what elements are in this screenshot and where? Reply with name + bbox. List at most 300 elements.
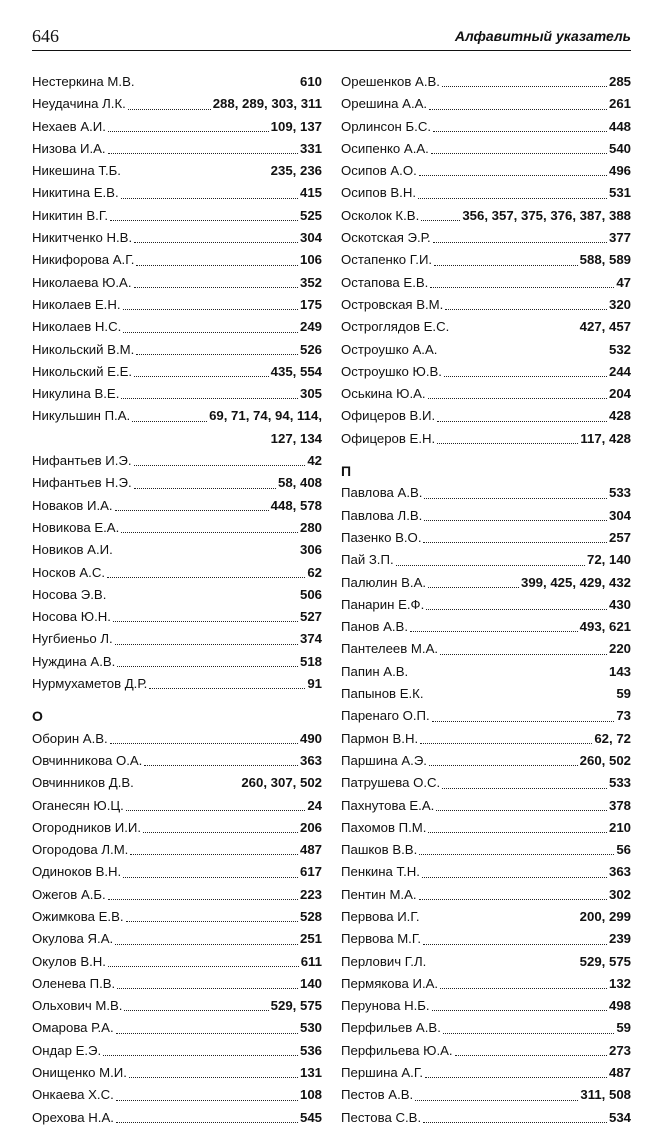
entry-name: Носова Ю.Н. [32,609,111,625]
dot-leader [126,920,298,922]
entry-name: Пестов А.В. [341,1087,414,1103]
entry-name: Нифантьев Н.Э. [32,475,132,491]
entry-name: Никольский Е.Е. [32,363,133,379]
index-entry [32,673,322,695]
index-column-left [32,71,322,1129]
index-entry [341,683,631,705]
dot-leader [117,665,298,667]
dot-leader [430,286,614,288]
index-entry [32,973,322,995]
index-entry [32,160,322,182]
dot-leader [116,1032,298,1034]
entry-pages: 260, 502 [579,752,631,768]
index-entry [341,93,631,115]
section-letter: П [341,463,352,480]
entry-name: Офицеров В.И. [341,408,436,424]
entry-name: Палюлин В.А. [341,574,427,590]
entry-pages: 47 [616,274,631,290]
dot-leader [108,599,298,600]
dot-leader [117,987,298,989]
entry-name: Окулова Я.А. [32,931,114,947]
entry-name: Пазенко В.О. [341,529,422,545]
dot-leader [121,397,298,399]
entry-pages: 235, 236 [270,163,322,179]
entry-name: Орехова Н.А. [32,1109,114,1125]
index-entry [32,728,322,750]
dot-leader [134,241,298,243]
index-entry [32,339,322,361]
entry-pages: 356, 357, 375, 376, 387, 388 [462,207,631,223]
index-entry [32,750,322,772]
entry-name: Одиноков В.Н. [32,864,122,880]
dot-leader [439,354,607,355]
index-entry [32,450,322,472]
dot-leader [426,608,607,610]
entry-pages: 374 [299,631,322,647]
index-entry [32,1107,322,1129]
dot-leader [424,519,607,521]
entry-pages: 220 [608,641,631,657]
index-entry [32,182,322,204]
entry-name: Паренаго О.П. [341,708,430,724]
dot-leader [132,420,207,422]
entry-pages: 108 [299,1087,322,1103]
entry-name: Островская В.М. [341,296,444,312]
dot-leader [433,241,607,243]
entry-name: Нифантьев И.Э. [32,453,132,469]
entry-pages: 304 [299,230,322,246]
index-entry [341,1017,631,1039]
entry-pages: 320 [608,296,631,312]
entry-pages: 588, 589 [579,252,631,268]
index-entry [341,861,631,883]
index-entry [32,884,322,906]
entry-pages: 528 [299,908,322,924]
entry-pages: 352 [299,274,322,290]
index-entry [32,71,322,93]
dot-leader [149,687,305,689]
entry-pages: 175 [299,296,322,312]
entry-name: Пашков В.В. [341,842,418,858]
entry-pages: 493, 621 [579,619,631,635]
index-entry [341,839,631,861]
entry-name: Николаева Ю.А. [32,274,132,290]
entry-name: Осипов В.Н. [341,185,417,201]
entry-name: Оленева П.В. [32,975,116,991]
index-entry [32,584,322,606]
index-entry [32,227,322,249]
entry-pages: 331 [299,140,322,156]
entry-name: Папынов Е.К. [341,686,424,702]
index-entry [341,951,631,973]
dot-leader [143,831,298,833]
entries-group [32,450,322,695]
entry-pages: 305 [299,386,322,402]
dot-leader [107,576,305,578]
entry-name: Пахомов П.М. [341,819,427,835]
entry-name: Ольхович М.В. [32,998,123,1014]
index-entry [32,249,322,271]
index-entry [32,906,322,928]
index-entry [341,616,631,638]
index-entry [32,795,322,817]
dot-leader [116,1099,298,1101]
entry-pages: 143 [608,663,631,679]
index-entry [341,294,631,316]
index-entry [341,750,631,772]
entry-name: Огородова Л.М. [32,842,129,858]
dot-leader [422,921,578,922]
entries-group [32,71,322,428]
index-entry [341,383,631,405]
entry-pages: 260, 307, 502 [241,775,322,791]
entry-name: Никитина Е.В. [32,185,119,201]
entry-pages: 533 [608,485,631,501]
entry-name: Новаков И.А. [32,497,113,513]
index-entry [32,839,322,861]
dot-leader [426,698,615,699]
dot-leader [432,1009,607,1011]
entry-name: Перунова Н.Б. [341,998,430,1014]
index-entry [341,205,631,227]
dot-leader [136,788,240,789]
index-entry [32,772,322,794]
index-entry [32,1040,322,1062]
index-entry [32,405,322,427]
index-entry [32,93,322,115]
dot-leader [428,397,607,399]
dot-leader [115,555,298,556]
entry-pages: 273 [608,1042,631,1058]
entry-name: Пахнутова Е.А. [341,797,435,813]
dot-leader [137,86,298,87]
dot-leader [410,676,607,677]
entry-continuation: 127, 134 [270,430,322,446]
entry-name: Панарин Е.Ф. [341,596,425,612]
dot-leader [124,1009,268,1011]
entry-name: Первова М.Г. [341,931,422,947]
entry-pages: 527 [299,609,322,625]
index-entry [341,928,631,950]
index-entry [341,138,631,160]
entry-pages: 244 [608,363,631,379]
entry-pages: 200, 299 [579,908,631,924]
dot-leader [103,1054,298,1056]
dot-leader [429,764,578,766]
index-entry [341,428,631,450]
dot-leader [110,219,298,221]
entry-name: Панов А.В. [341,619,409,635]
dot-leader [121,197,298,199]
section-letter: О [32,708,43,725]
index-entry [32,817,322,839]
entry-name: Перлович Г.Л. [341,953,427,969]
entry-name: Осколок К.В. [341,207,420,223]
entry-pages: 288, 289, 303, 311 [212,96,322,112]
entry-name: Никульшин П.А. [32,408,131,424]
dot-leader [445,308,607,310]
entry-name: Никешина Т.Б. [32,163,121,179]
entry-name: Павлова Л.В. [341,507,423,523]
entry-pages: 56 [616,842,631,858]
entry-pages: 428 [608,408,631,424]
entry-pages: 506 [299,586,322,602]
index-entry [32,628,322,650]
entry-pages: 91 [307,676,322,692]
entry-name: Пенкина Т.Н. [341,864,420,880]
entry-pages: 106 [299,252,322,268]
entry-name: Остроглядов Е.С. [341,319,450,335]
dot-leader [134,487,276,489]
entry-name: Оскотская Э.Р. [341,230,431,246]
entry-pages: 210 [608,819,631,835]
dot-leader [437,442,578,444]
entry-name: Неудачина Л.К. [32,96,126,112]
entry-pages: 59 [616,686,631,702]
index-entry [341,71,631,93]
index-entry [32,861,322,883]
dot-leader [134,464,306,466]
dot-leader [440,987,607,989]
entry-name: Пентин М.А. [341,886,417,902]
dot-leader [451,332,577,333]
dot-leader [134,286,298,288]
index-entry [341,160,631,182]
entry-name: Перфильев А.В. [341,1020,441,1036]
index-entry [32,361,322,383]
dot-leader [434,264,578,266]
entry-name: Пантелеев М.А. [341,641,439,657]
entry-name: Никитин В.Г. [32,207,109,223]
entry-name: Носков А.С. [32,564,106,580]
dot-leader [422,876,607,878]
entry-name: Нугбиеньо Л. [32,631,113,647]
running-head: Алфавитный указатель [454,28,631,44]
dot-leader [130,853,298,855]
entry-name: Остроушко А.А. [341,341,438,357]
index-entry [32,562,322,584]
entry-pages: 73 [616,708,631,724]
dot-leader [108,965,299,967]
entry-pages: 62 [307,564,322,580]
entries-group [341,482,631,1129]
entry-name: Остапенко Г.И. [341,252,433,268]
entry-name: Пармон В.Н. [341,730,419,746]
dot-leader [123,308,298,310]
dot-leader [115,943,298,945]
index-entry [341,572,631,594]
index-entry [341,705,631,727]
entry-name: Нурмухаметов Д.Р. [32,676,148,692]
index-entry [341,661,631,683]
entry-name: Оборин А.В. [32,730,108,746]
dot-leader [123,175,269,176]
dot-leader [415,1099,578,1101]
entry-name: Пай З.П. [341,552,394,568]
entry-name: Огородников И.И. [32,819,142,835]
entry-pages: 251 [299,931,322,947]
entry-pages: 132 [608,975,631,991]
entry-name: Нехаев А.И. [32,118,106,134]
dot-leader [437,420,607,422]
entry-pages: 487 [608,1065,631,1081]
entry-pages: 239 [608,931,631,947]
index-entry [32,539,322,561]
index-entry [341,638,631,660]
entry-pages: 529, 575 [579,953,631,969]
index-entry [341,795,631,817]
index-entry [32,495,322,517]
dot-leader [428,831,607,833]
dot-leader [440,653,607,655]
entry-pages: 435, 554 [270,363,322,379]
entry-pages: 140 [299,975,322,991]
entry-pages: 306 [299,542,322,558]
entry-pages: 487 [299,842,322,858]
dot-leader [429,108,607,110]
dot-leader [432,720,615,722]
entry-name: Николаев Е.Н. [32,296,121,312]
entry-name: Омарова Р.А. [32,1020,114,1036]
dot-leader [428,966,577,967]
entry-pages: 496 [608,163,631,179]
entry-name: Окулов В.Н. [32,953,106,969]
dot-leader [115,509,269,511]
index-entry [341,182,631,204]
dot-leader [423,943,607,945]
entry-pages: 610 [299,74,322,89]
entry-pages: 280 [299,519,322,535]
page-number: 646 [32,26,59,46]
entry-pages: 427, 457 [579,319,631,335]
index-entry [32,606,322,628]
entry-name: Папин А.В. [341,663,409,679]
entry-pages: 533 [608,775,631,791]
entry-pages: 302 [608,886,631,902]
entry-pages: 62, 72 [594,730,631,746]
index-entry [341,482,631,504]
entry-pages: 518 [299,653,322,669]
entry-name: Ожегов А.Б. [32,886,106,902]
entry-name: Першина А.Г. [341,1065,424,1081]
dot-leader [424,497,607,499]
entry-pages: 204 [608,386,631,402]
dot-leader [123,876,298,878]
entries-group [32,728,322,1129]
entry-name: Онищенко М.И. [32,1065,127,1081]
entry-pages: 261 [608,96,631,112]
index-entry [32,951,322,973]
dot-leader [444,375,607,377]
dot-leader [423,1121,607,1123]
dot-leader [443,1032,614,1034]
dot-leader [115,643,298,645]
index-entry [32,294,322,316]
index-entry [32,651,322,673]
entry-name: Никулина В.Е. [32,386,120,402]
entry-name: Остапова Е.В. [341,274,429,290]
dot-leader [423,541,607,543]
entry-pages: 24 [307,797,322,813]
dot-leader [113,620,298,622]
dot-leader [418,197,607,199]
entry-pages: 363 [299,752,322,768]
entry-pages: 617 [299,864,322,880]
index-entry [32,272,322,294]
index-entry [341,527,631,549]
entry-name: Низова И.А. [32,140,106,156]
dot-leader [116,1121,298,1123]
dot-leader [126,809,306,811]
entry-pages: 530 [299,1020,322,1036]
entry-name: Пестова С.В. [341,1109,422,1125]
entry-name: Орлинсон Б.С. [341,118,432,134]
entry-name: Новикова Е.А. [32,519,120,535]
index-entry [341,772,631,794]
entry-name: Офицеров Е.Н. [341,430,436,446]
index-entry [341,594,631,616]
index-entry [341,227,631,249]
entry-name: Перфильева Ю.А. [341,1042,453,1058]
entry-pages: 529, 575 [270,998,322,1014]
dot-leader [108,130,269,132]
entry-name: Пермякова И.А. [341,975,439,991]
index-entry [32,995,322,1017]
dot-leader [428,586,519,588]
entry-name: Оськина Ю.А. [341,386,426,402]
entry-name: Остроушко Ю.В. [341,363,442,379]
index-entry [32,138,322,160]
dot-leader [419,853,614,855]
entry-name: Николаев Н.С. [32,319,122,335]
dot-leader [108,898,298,900]
dot-leader [110,742,298,744]
entry-name: Патрушева О.С. [341,775,441,791]
index-entry [341,405,631,427]
entry-pages: 534 [608,1109,631,1125]
index-entry [341,116,631,138]
dot-leader [396,564,585,566]
entry-name: Овчинников Д.В. [32,775,134,791]
entry-pages: 69, 71, 74, 94, 114, [209,408,322,424]
dot-leader [123,331,298,333]
entry-pages: 311, 508 [580,1087,631,1103]
dot-leader [108,152,298,154]
index-entry [341,361,631,383]
entry-name: Носова Э.В. [32,586,107,602]
entry-pages: 377 [608,230,631,246]
entry-pages: 223 [299,886,322,902]
dot-leader [136,353,298,355]
entry-pages: 498 [608,998,631,1014]
dot-leader [129,1076,298,1078]
dot-leader [425,1076,607,1078]
dot-leader [144,764,298,766]
index-entry [341,973,631,995]
index-entry [341,339,631,361]
entry-pages: 72, 140 [587,552,631,568]
entry-name: Никитченко Н.В. [32,230,133,246]
entry-pages: 206 [299,819,322,835]
entry-name: Оганесян Ю.Ц. [32,797,124,813]
entry-name: Осипов А.О. [341,163,417,179]
index-entry [341,549,631,571]
index-entry [341,272,631,294]
entry-pages: 611 [300,953,322,969]
index-entry [341,1040,631,1062]
index-entry [32,1084,322,1106]
entry-pages: 58, 408 [278,475,322,491]
